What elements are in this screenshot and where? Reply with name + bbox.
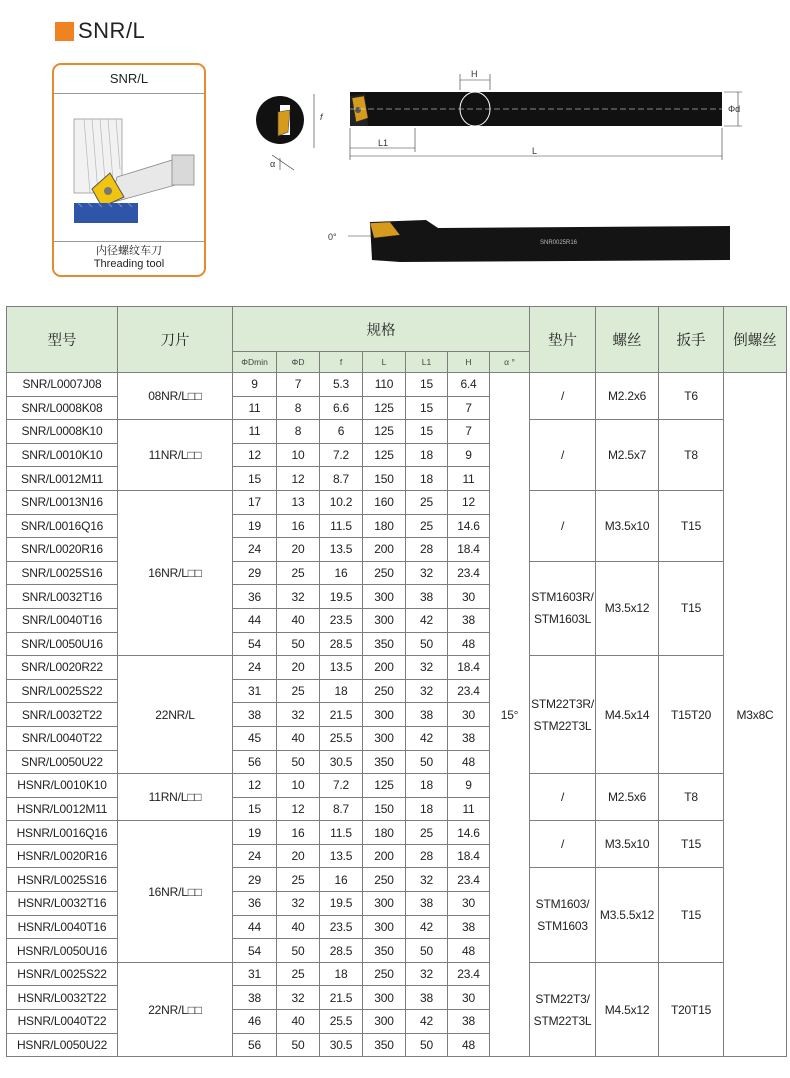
dmin-cell: 19 bbox=[233, 821, 277, 845]
l1-cell: 28 bbox=[406, 844, 448, 868]
d-cell: 10 bbox=[277, 443, 320, 467]
f-cell: 25.5 bbox=[320, 726, 363, 750]
h-cell: 7 bbox=[448, 396, 490, 420]
l1-cell: 42 bbox=[406, 608, 448, 632]
l1-cell: 15 bbox=[406, 396, 448, 420]
l-cell: 125 bbox=[363, 774, 406, 798]
l-cell: 350 bbox=[363, 1033, 406, 1057]
l1-cell: 25 bbox=[406, 490, 448, 514]
h-cell: 14.6 bbox=[448, 514, 490, 538]
model-cell: SNR/L0010K10 bbox=[7, 443, 118, 467]
screw-cell: M2.5x7 bbox=[596, 420, 659, 491]
h-cell: 14.6 bbox=[448, 821, 490, 845]
shim-cell: STM22T3R/ STM22T3L bbox=[530, 656, 596, 774]
d-cell: 12 bbox=[277, 797, 320, 821]
wrench-cell: T15 bbox=[659, 490, 724, 561]
alpha-cell: 15° bbox=[490, 373, 530, 1057]
f-label-side: f bbox=[320, 112, 323, 122]
shim-cell: / bbox=[530, 774, 596, 821]
f-cell: 28.5 bbox=[320, 632, 363, 656]
model-cell: SNR/L0050U22 bbox=[7, 750, 118, 774]
subheader-l1: L1 bbox=[406, 352, 448, 373]
model-cell: HSNR/L0050U22 bbox=[7, 1033, 118, 1057]
wrench-cell: T8 bbox=[659, 420, 724, 491]
l-cell: 250 bbox=[363, 962, 406, 986]
header-reverse-screw: 倒螺丝 bbox=[724, 307, 787, 373]
dmin-cell: 12 bbox=[233, 774, 277, 798]
l-cell: 125 bbox=[363, 396, 406, 420]
l-cell: 300 bbox=[363, 986, 406, 1010]
header-insert: 刀片 bbox=[118, 307, 233, 373]
d-cell: 8 bbox=[277, 396, 320, 420]
subheader-d: ΦD bbox=[277, 352, 320, 373]
l1-cell: 28 bbox=[406, 538, 448, 562]
h-cell: 9 bbox=[448, 443, 490, 467]
d-cell: 40 bbox=[277, 915, 320, 939]
f-cell: 30.5 bbox=[320, 750, 363, 774]
l1-cell: 38 bbox=[406, 585, 448, 609]
f-cell: 13.5 bbox=[320, 538, 363, 562]
l1-label: L1 bbox=[378, 138, 389, 148]
l1-cell: 18 bbox=[406, 774, 448, 798]
model-cell: HSNR/L0012M11 bbox=[7, 797, 118, 821]
h-cell: 30 bbox=[448, 986, 490, 1010]
d-cell: 25 bbox=[277, 868, 320, 892]
table-row bbox=[7, 774, 787, 798]
l-cell: 250 bbox=[363, 868, 406, 892]
title-text: SNR/L bbox=[78, 18, 146, 43]
dmin-cell: 38 bbox=[233, 703, 277, 727]
dmin-cell: 11 bbox=[233, 420, 277, 444]
subheader-l: L bbox=[363, 352, 406, 373]
h-cell: 38 bbox=[448, 915, 490, 939]
phi-d-label: Φd bbox=[728, 104, 741, 114]
dmin-cell: 56 bbox=[233, 750, 277, 774]
subheader-h: H bbox=[448, 352, 490, 373]
l-cell: 350 bbox=[363, 939, 406, 963]
l-label: L bbox=[532, 146, 538, 156]
f-cell: 18 bbox=[320, 679, 363, 703]
l1-cell: 25 bbox=[406, 821, 448, 845]
table-row bbox=[7, 821, 787, 845]
l-cell: 125 bbox=[363, 443, 406, 467]
d-cell: 16 bbox=[277, 514, 320, 538]
f-cell: 7.2 bbox=[320, 774, 363, 798]
h-cell: 48 bbox=[448, 1033, 490, 1057]
f-cell: 11.5 bbox=[320, 514, 363, 538]
f-cell: 28.5 bbox=[320, 939, 363, 963]
l1-cell: 50 bbox=[406, 1033, 448, 1057]
dmin-cell: 24 bbox=[233, 844, 277, 868]
subheader-alpha: α ° bbox=[490, 352, 530, 373]
shim-cell: / bbox=[530, 490, 596, 561]
dmin-cell: 15 bbox=[233, 797, 277, 821]
table-row bbox=[7, 962, 787, 986]
l-cell: 300 bbox=[363, 1010, 406, 1034]
dmin-cell: 29 bbox=[233, 561, 277, 585]
shim-cell: STM1603R/ STM1603L bbox=[530, 561, 596, 655]
l1-cell: 38 bbox=[406, 703, 448, 727]
dmin-cell: 24 bbox=[233, 656, 277, 680]
dmin-cell: 19 bbox=[233, 514, 277, 538]
table-row bbox=[7, 373, 787, 397]
l1-cell: 42 bbox=[406, 1010, 448, 1034]
screw-cell: M3.5x10 bbox=[596, 821, 659, 868]
d-cell: 40 bbox=[277, 1010, 320, 1034]
wrench-cell: T15T20 bbox=[659, 656, 724, 774]
h-cell: 30 bbox=[448, 703, 490, 727]
d-cell: 32 bbox=[277, 585, 320, 609]
l-cell: 150 bbox=[363, 797, 406, 821]
l-cell: 350 bbox=[363, 750, 406, 774]
insert-cell: 08NR/L□□ bbox=[118, 373, 233, 420]
model-cell: HSNR/L0010K10 bbox=[7, 774, 118, 798]
specification-table-body bbox=[7, 373, 787, 1057]
caption-chinese: 内径螺纹车刀 bbox=[96, 245, 162, 257]
header-spec: 规格 bbox=[233, 307, 530, 352]
d-cell: 20 bbox=[277, 538, 320, 562]
l1-cell: 32 bbox=[406, 868, 448, 892]
dmin-cell: 38 bbox=[233, 986, 277, 1010]
d-cell: 8 bbox=[277, 420, 320, 444]
h-cell: 12 bbox=[448, 490, 490, 514]
screw-cell: M2.2x6 bbox=[596, 373, 659, 420]
wrench-cell: T20T15 bbox=[659, 962, 724, 1056]
h-cell: 9 bbox=[448, 774, 490, 798]
l1-cell: 38 bbox=[406, 986, 448, 1010]
dmin-cell: 15 bbox=[233, 467, 277, 491]
l1-cell: 42 bbox=[406, 915, 448, 939]
l1-cell: 42 bbox=[406, 726, 448, 750]
d-cell: 40 bbox=[277, 608, 320, 632]
f-cell: 23.5 bbox=[320, 608, 363, 632]
model-cell: SNR/L0025S22 bbox=[7, 679, 118, 703]
h-cell: 38 bbox=[448, 608, 490, 632]
l1-cell: 18 bbox=[406, 797, 448, 821]
wrench-cell: T6 bbox=[659, 373, 724, 420]
l-cell: 125 bbox=[363, 420, 406, 444]
h-cell: 38 bbox=[448, 1010, 490, 1034]
table-row bbox=[7, 490, 787, 514]
header-screw: 螺丝 bbox=[596, 307, 659, 373]
screw-cell: M2.5x6 bbox=[596, 774, 659, 821]
model-cell: SNR/L0040T16 bbox=[7, 608, 118, 632]
h-cell: 23.4 bbox=[448, 561, 490, 585]
alpha-label: α bbox=[270, 159, 276, 169]
l1-cell: 25 bbox=[406, 514, 448, 538]
h-cell: 7 bbox=[448, 420, 490, 444]
l-cell: 250 bbox=[363, 679, 406, 703]
l1-cell: 32 bbox=[406, 679, 448, 703]
insert-cell: 11NR/L□□ bbox=[118, 420, 233, 491]
model-cell: HSNR/L0032T22 bbox=[7, 986, 118, 1010]
header-shim: 垫片 bbox=[530, 307, 596, 373]
wrench-cell: T15 bbox=[659, 868, 724, 962]
table-row bbox=[7, 656, 787, 680]
screw-cell: M3.5.5x12 bbox=[596, 868, 659, 962]
model-cell: HSNR/L0016Q16 bbox=[7, 821, 118, 845]
d-cell: 13 bbox=[277, 490, 320, 514]
specification-table bbox=[6, 306, 787, 1057]
dmin-cell: 44 bbox=[233, 608, 277, 632]
l1-cell: 50 bbox=[406, 939, 448, 963]
l1-cell: 50 bbox=[406, 750, 448, 774]
page-title bbox=[55, 18, 145, 44]
h-cell: 48 bbox=[448, 939, 490, 963]
shim-cell: / bbox=[530, 821, 596, 868]
model-cell: SNR/L0032T16 bbox=[7, 585, 118, 609]
model-cell: HSNR/L0032T16 bbox=[7, 892, 118, 916]
wrench-cell: T15 bbox=[659, 561, 724, 655]
model-cell: HSNR/L0050U16 bbox=[7, 939, 118, 963]
zero-degree-label: 0° bbox=[328, 232, 337, 242]
model-cell: SNR/L0013N16 bbox=[7, 490, 118, 514]
insert-cell: 22NR/L□□ bbox=[118, 962, 233, 1056]
l-cell: 250 bbox=[363, 561, 406, 585]
f-cell: 8.7 bbox=[320, 797, 363, 821]
l-cell: 300 bbox=[363, 892, 406, 916]
card-caption bbox=[54, 241, 204, 271]
model-cell: SNR/L0025S16 bbox=[7, 561, 118, 585]
d-cell: 10 bbox=[277, 774, 320, 798]
l1-cell: 15 bbox=[406, 373, 448, 397]
model-cell: SNR/L0016Q16 bbox=[7, 514, 118, 538]
h-cell: 18.4 bbox=[448, 844, 490, 868]
screw-cell: M4.5x12 bbox=[596, 962, 659, 1056]
model-cell: SNR/L0040T22 bbox=[7, 726, 118, 750]
threading-tool-illustration bbox=[62, 99, 198, 249]
f-cell: 10.2 bbox=[320, 490, 363, 514]
f-cell: 6 bbox=[320, 420, 363, 444]
dmin-cell: 56 bbox=[233, 1033, 277, 1057]
l-cell: 300 bbox=[363, 703, 406, 727]
h-cell: 30 bbox=[448, 585, 490, 609]
f-cell: 11.5 bbox=[320, 821, 363, 845]
l-cell: 300 bbox=[363, 915, 406, 939]
l-cell: 110 bbox=[363, 373, 406, 397]
model-cell: SNR/L0007J08 bbox=[7, 373, 118, 397]
f-cell: 19.5 bbox=[320, 585, 363, 609]
d-cell: 50 bbox=[277, 632, 320, 656]
l-cell: 300 bbox=[363, 726, 406, 750]
h-cell: 23.4 bbox=[448, 962, 490, 986]
shim-cell: STM22T3/ STM22T3L bbox=[530, 962, 596, 1056]
l-cell: 200 bbox=[363, 538, 406, 562]
d-cell: 50 bbox=[277, 939, 320, 963]
dmin-cell: 36 bbox=[233, 892, 277, 916]
l-cell: 180 bbox=[363, 514, 406, 538]
model-cell: SNR/L0008K08 bbox=[7, 396, 118, 420]
f-cell: 18 bbox=[320, 962, 363, 986]
dmin-cell: 12 bbox=[233, 443, 277, 467]
l-cell: 300 bbox=[363, 585, 406, 609]
f-cell: 8.7 bbox=[320, 467, 363, 491]
l-cell: 200 bbox=[363, 844, 406, 868]
header-wrench: 扳手 bbox=[659, 307, 724, 373]
model-cell: HSNR/L0025S22 bbox=[7, 962, 118, 986]
wrench-cell: T8 bbox=[659, 774, 724, 821]
dimension-drawing bbox=[250, 60, 760, 290]
f-cell: 21.5 bbox=[320, 703, 363, 727]
card-heading: SNR/L bbox=[54, 65, 204, 94]
dmin-cell: 45 bbox=[233, 726, 277, 750]
d-cell: 12 bbox=[277, 467, 320, 491]
l1-cell: 50 bbox=[406, 632, 448, 656]
model-cell: HSNR/L0040T22 bbox=[7, 1010, 118, 1034]
h-cell: 23.4 bbox=[448, 868, 490, 892]
shank-marking: SNR0025R16 bbox=[540, 240, 578, 246]
d-cell: 20 bbox=[277, 656, 320, 680]
d-cell: 32 bbox=[277, 703, 320, 727]
f-cell: 16 bbox=[320, 868, 363, 892]
l1-cell: 32 bbox=[406, 962, 448, 986]
h-cell: 48 bbox=[448, 750, 490, 774]
f-cell: 5.3 bbox=[320, 373, 363, 397]
l-cell: 200 bbox=[363, 656, 406, 680]
caption-english: Threading tool bbox=[93, 258, 165, 270]
screw-cell: M3.5x12 bbox=[596, 561, 659, 655]
f-cell: 7.2 bbox=[320, 443, 363, 467]
insert-cell: 16NR/L□□ bbox=[118, 821, 233, 963]
d-cell: 32 bbox=[277, 986, 320, 1010]
dmin-cell: 54 bbox=[233, 632, 277, 656]
h-cell: 6.4 bbox=[448, 373, 490, 397]
dmin-cell: 11 bbox=[233, 396, 277, 420]
d-cell: 7 bbox=[277, 373, 320, 397]
f-cell: 30.5 bbox=[320, 1033, 363, 1057]
l1-cell: 32 bbox=[406, 656, 448, 680]
model-cell: HSNR/L0025S16 bbox=[7, 868, 118, 892]
model-cell: SNR/L0032T22 bbox=[7, 703, 118, 727]
table-row bbox=[7, 420, 787, 444]
d-cell: 16 bbox=[277, 821, 320, 845]
insert-cell: 11RN/L□□ bbox=[118, 774, 233, 821]
dmin-cell: 31 bbox=[233, 679, 277, 703]
subheader-dmin: ΦDmin bbox=[233, 352, 277, 373]
d-cell: 25 bbox=[277, 962, 320, 986]
dmin-cell: 44 bbox=[233, 915, 277, 939]
dmin-cell: 9 bbox=[233, 373, 277, 397]
reverse-screw-cell: M3x8C bbox=[724, 373, 787, 1057]
h-cell: 11 bbox=[448, 467, 490, 491]
d-cell: 32 bbox=[277, 892, 320, 916]
d-cell: 40 bbox=[277, 726, 320, 750]
f-cell: 16 bbox=[320, 561, 363, 585]
model-cell: SNR/L0050U16 bbox=[7, 632, 118, 656]
l-cell: 150 bbox=[363, 467, 406, 491]
model-cell: HSNR/L0020R16 bbox=[7, 844, 118, 868]
title-marker bbox=[55, 22, 74, 41]
f-cell: 13.5 bbox=[320, 656, 363, 680]
f-cell: 6.6 bbox=[320, 396, 363, 420]
tool-card bbox=[52, 63, 206, 277]
h-cell: 48 bbox=[448, 632, 490, 656]
insert-cell: 16NR/L□□ bbox=[118, 490, 233, 655]
l-cell: 180 bbox=[363, 821, 406, 845]
l-cell: 160 bbox=[363, 490, 406, 514]
h-cell: 18.4 bbox=[448, 538, 490, 562]
d-cell: 50 bbox=[277, 750, 320, 774]
model-cell: SNR/L0008K10 bbox=[7, 420, 118, 444]
dmin-cell: 24 bbox=[233, 538, 277, 562]
dmin-cell: 54 bbox=[233, 939, 277, 963]
dmin-cell: 36 bbox=[233, 585, 277, 609]
shim-cell: / bbox=[530, 373, 596, 420]
l-cell: 350 bbox=[363, 632, 406, 656]
screw-cell: M3.5x10 bbox=[596, 490, 659, 561]
f-cell: 19.5 bbox=[320, 892, 363, 916]
h-cell: 18.4 bbox=[448, 656, 490, 680]
h-cell: 11 bbox=[448, 797, 490, 821]
f-cell: 25.5 bbox=[320, 1010, 363, 1034]
dmin-cell: 31 bbox=[233, 962, 277, 986]
subheader-f: f bbox=[320, 352, 363, 373]
h-cell: 30 bbox=[448, 892, 490, 916]
h-cell: 38 bbox=[448, 726, 490, 750]
l-cell: 300 bbox=[363, 608, 406, 632]
model-cell: HSNR/L0040T16 bbox=[7, 915, 118, 939]
model-cell: SNR/L0020R16 bbox=[7, 538, 118, 562]
dmin-cell: 29 bbox=[233, 868, 277, 892]
h-cell: 23.4 bbox=[448, 679, 490, 703]
shim-cell: STM1603/ STM1603 bbox=[530, 868, 596, 962]
insert-cell: 22NR/L bbox=[118, 656, 233, 774]
l1-cell: 18 bbox=[406, 467, 448, 491]
l1-cell: 15 bbox=[406, 420, 448, 444]
l1-cell: 18 bbox=[406, 443, 448, 467]
h-label: H bbox=[471, 69, 478, 79]
screw-cell: M4.5x14 bbox=[596, 656, 659, 774]
wrench-cell: T15 bbox=[659, 821, 724, 868]
f-cell: 21.5 bbox=[320, 986, 363, 1010]
d-cell: 20 bbox=[277, 844, 320, 868]
d-cell: 25 bbox=[277, 679, 320, 703]
dmin-cell: 46 bbox=[233, 1010, 277, 1034]
model-cell: SNR/L0012M11 bbox=[7, 467, 118, 491]
header-model: 型号 bbox=[7, 307, 118, 373]
l1-cell: 38 bbox=[406, 892, 448, 916]
model-cell: SNR/L0020R22 bbox=[7, 656, 118, 680]
shim-cell: / bbox=[530, 420, 596, 491]
f-cell: 13.5 bbox=[320, 844, 363, 868]
d-cell: 50 bbox=[277, 1033, 320, 1057]
d-cell: 25 bbox=[277, 561, 320, 585]
l1-cell: 32 bbox=[406, 561, 448, 585]
dmin-cell: 17 bbox=[233, 490, 277, 514]
f-cell: 23.5 bbox=[320, 915, 363, 939]
